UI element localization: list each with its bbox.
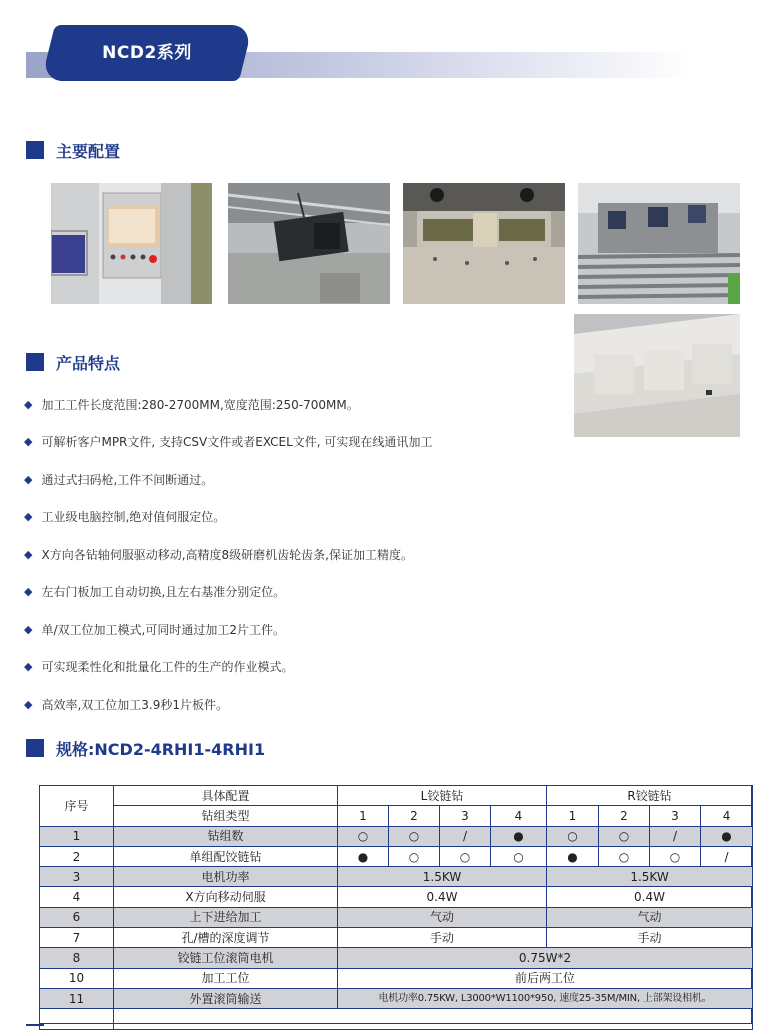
cell-name: 加工工位 xyxy=(114,968,338,988)
feature-item: ◆ 通过式扫码枪,工件不间断通过。 xyxy=(24,473,214,487)
feature-item: ◆ X方向各钻轴伺服驱动移动,高精度8级研磨机齿轮齿条,保证加工精度。 xyxy=(24,548,413,562)
table-row xyxy=(40,887,753,907)
cell-name: 铰链工位滚筒电机 xyxy=(114,948,338,968)
cell-seq: 7 xyxy=(40,928,114,948)
table-row xyxy=(40,907,753,927)
cell-left-value: 气动 xyxy=(338,907,547,927)
diamond-bullet-icon: ◆ xyxy=(24,548,33,561)
diamond-bullet-icon: ◆ xyxy=(24,698,33,711)
table-row xyxy=(40,846,753,866)
section-square-icon xyxy=(26,141,44,159)
photo-roller-conveyor xyxy=(578,183,740,304)
cell-value: ○ xyxy=(491,846,547,866)
cell-name: 钻组数 xyxy=(114,826,338,846)
cell-name: 上下进给加工 xyxy=(114,907,338,927)
cell-value: 0.75W*2 xyxy=(338,948,753,968)
cell-empty xyxy=(114,1009,753,1029)
table-row xyxy=(40,826,753,846)
section-config-header xyxy=(26,140,120,160)
cell-value: ○ xyxy=(440,846,491,866)
diamond-bullet-icon: ◆ xyxy=(24,473,33,486)
table-row xyxy=(40,948,753,968)
table-row xyxy=(40,988,753,1008)
cell-value: / xyxy=(650,826,701,846)
spec-table xyxy=(39,785,753,1030)
diamond-bullet-icon: ◆ xyxy=(24,510,33,523)
cell-name: 孔/槽的深度调节 xyxy=(114,928,338,948)
diamond-bullet-icon: ◆ xyxy=(24,623,33,636)
cell-name: X方向移动伺服 xyxy=(114,887,338,907)
cell-right-value: 0.4W xyxy=(547,887,753,907)
col-number: 2 xyxy=(599,806,650,826)
cell-seq: 4 xyxy=(40,887,114,907)
diamond-bullet-icon: ◆ xyxy=(24,398,33,411)
footer-mark xyxy=(26,1024,44,1026)
cell-value: ○ xyxy=(650,846,701,866)
cell-name: 单组配饺链钻 xyxy=(114,846,338,866)
cell-seq: 2 xyxy=(40,846,114,866)
feature-item: ◆ 可解析客户MPR文件, 支持CSV文件或者EXCEL文件, 可实现在线通讯加工 xyxy=(24,435,433,449)
cell-seq: 3 xyxy=(40,867,114,887)
cell-left-value: 0.4W xyxy=(338,887,547,907)
cell-left-value: 1.5KW xyxy=(338,867,547,887)
cell-value: ○ xyxy=(599,826,650,846)
feature-item: ◆ 高效率,双工位加工3.9秒1片板件。 xyxy=(24,698,229,712)
table-row xyxy=(40,867,753,887)
cell-value: ○ xyxy=(338,826,389,846)
page-title: NCD2系列 xyxy=(102,43,192,63)
section-square-icon xyxy=(26,353,44,371)
feature-item: ◆ 加工工件长度范围:280-2700MM,宽度范围:250-700MM。 xyxy=(24,398,359,412)
cell-value: / xyxy=(440,826,491,846)
section-square-icon xyxy=(26,739,44,757)
diamond-bullet-icon: ◆ xyxy=(24,435,33,448)
cell-seq: 6 xyxy=(40,907,114,927)
cell-value: / xyxy=(701,846,753,866)
cell-value: 前后两工位 xyxy=(338,968,753,988)
col-number: 1 xyxy=(547,806,599,826)
col-number: 3 xyxy=(440,806,491,826)
section-config-title: 主要配置 xyxy=(56,141,121,161)
photo-panel-stack xyxy=(574,314,740,437)
table-row xyxy=(40,968,753,988)
col-number: 1 xyxy=(338,806,389,826)
section-features-header xyxy=(26,352,120,372)
col-number: 2 xyxy=(389,806,440,826)
cell-value: ○ xyxy=(389,846,440,866)
cell-right-value: 1.5KW xyxy=(547,867,753,887)
section-features-title: 产品特点 xyxy=(56,353,121,373)
header-seq: 序号 xyxy=(40,786,114,827)
header-right-hinge-drill: R铰链钻 xyxy=(547,786,753,806)
cell-right-value: 手动 xyxy=(547,928,753,948)
header-left-hinge-drill: L铰链钻 xyxy=(338,786,547,806)
cell-name: 电机功率 xyxy=(114,867,338,887)
diamond-bullet-icon: ◆ xyxy=(24,660,33,673)
cell-value: ● xyxy=(701,826,753,846)
cell-value: ● xyxy=(338,846,389,866)
header-config: 具体配置 xyxy=(114,786,338,806)
cell-seq: 8 xyxy=(40,948,114,968)
cell-right-value: 气动 xyxy=(547,907,753,927)
col-number: 3 xyxy=(650,806,701,826)
photo-camera-gantry xyxy=(228,183,390,304)
header-drill-type: 钻组类型 xyxy=(114,806,338,826)
cell-seq: 11 xyxy=(40,988,114,1008)
feature-item: ◆ 可实现柔性化和批量化工件的生产的作业模式。 xyxy=(24,660,294,674)
feature-item: ◆ 工业级电脑控制,绝对值伺服定位。 xyxy=(24,510,226,524)
cell-value: ○ xyxy=(389,826,440,846)
col-number: 4 xyxy=(701,806,753,826)
table-row xyxy=(40,928,753,948)
spec-table-frame xyxy=(39,785,752,1024)
section-spec-header xyxy=(26,738,265,758)
cell-value: ○ xyxy=(599,846,650,866)
cell-value: 电机功率0.75KW, L3000*W1100*950, 速度25-35M/MIN, 上部架设相机。 xyxy=(338,988,753,1008)
diamond-bullet-icon: ◆ xyxy=(24,585,33,598)
cell-seq: 10 xyxy=(40,968,114,988)
photo-drill-head xyxy=(403,183,565,304)
photo-control-panel xyxy=(51,183,212,304)
feature-item: ◆ 左右门板加工自动切换,且左右基准分别定位。 xyxy=(24,585,286,599)
cell-value: ● xyxy=(547,846,599,866)
cell-left-value: 手动 xyxy=(338,928,547,948)
table-row-empty xyxy=(40,1009,753,1029)
cell-name: 外置滚筒输送 xyxy=(114,988,338,1008)
cell-seq: 1 xyxy=(40,826,114,846)
cell-value: ○ xyxy=(547,826,599,846)
cell-empty xyxy=(40,1009,114,1029)
feature-item: ◆ 单/双工位加工模式,可同时通过加工2片工件。 xyxy=(24,623,285,637)
col-number: 4 xyxy=(491,806,547,826)
cell-value: ● xyxy=(491,826,547,846)
section-spec-title: 规格:NCD2-4RHI1-4RHI1 xyxy=(56,739,266,759)
